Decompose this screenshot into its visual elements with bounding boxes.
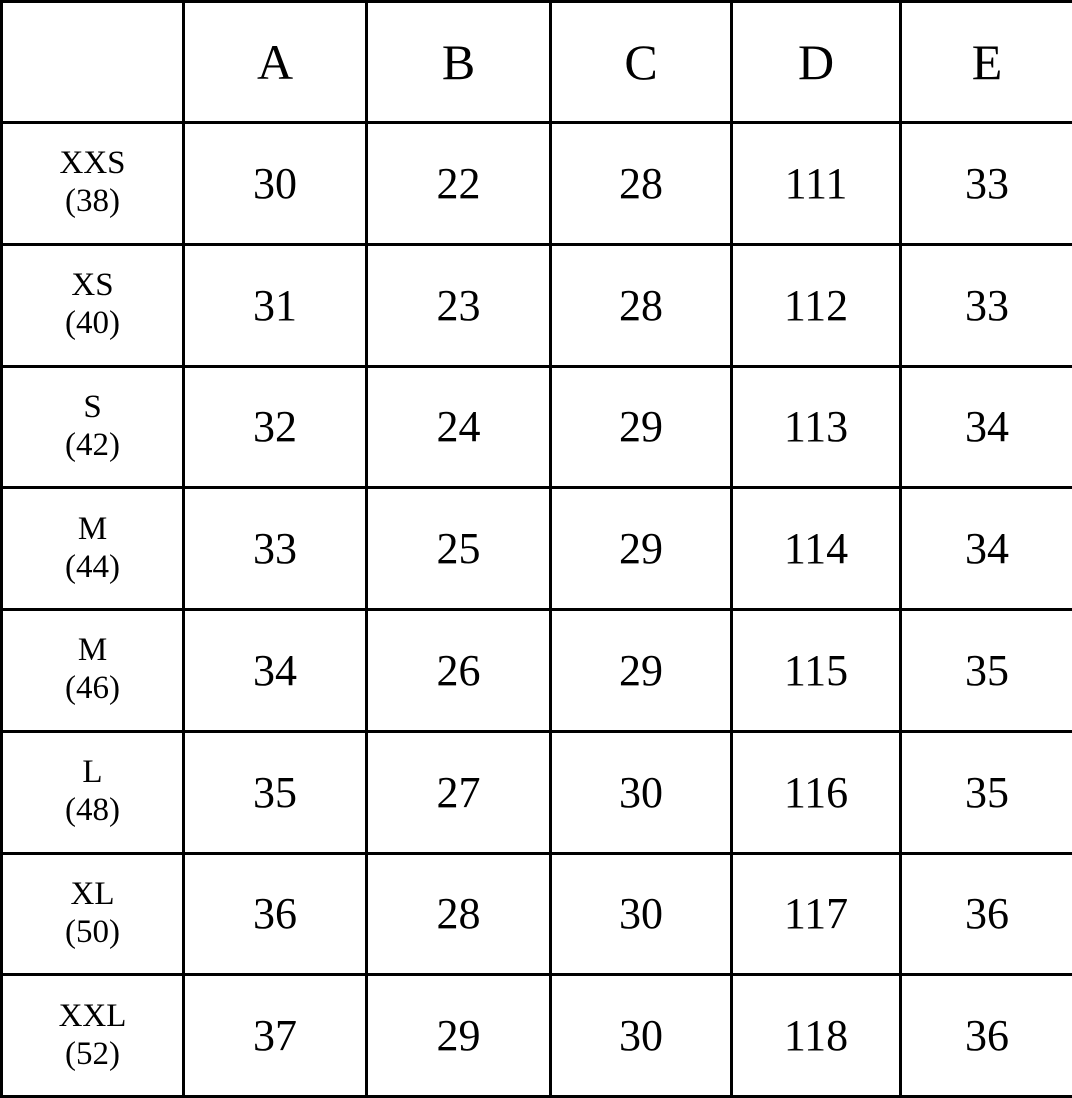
size-number: (50) [3, 914, 182, 952]
measurement-cell: 33 [184, 488, 367, 610]
measurement-cell: 29 [551, 488, 732, 610]
table-row [2, 610, 1072, 732]
measurement-cell: 36 [901, 975, 1072, 1097]
measurement-cell: 118 [732, 975, 901, 1097]
row-size-label [2, 244, 184, 366]
corner-cell [2, 2, 184, 123]
measurement-cell: 22 [367, 123, 551, 245]
measurement-cell: 114 [732, 488, 901, 610]
column-header-a: A [184, 2, 367, 123]
table-row [2, 366, 1072, 488]
size-number: (44) [3, 549, 182, 587]
measurement-cell: 32 [184, 366, 367, 488]
size-number: (40) [3, 305, 182, 343]
size-number: (48) [3, 792, 182, 830]
measurement-cell: 34 [184, 610, 367, 732]
measurement-cell: 113 [732, 366, 901, 488]
measurement-cell: 33 [901, 244, 1072, 366]
table-row [2, 731, 1072, 853]
row-size-label [2, 853, 184, 975]
measurement-cell: 112 [732, 244, 901, 366]
size-number: (38) [3, 183, 182, 221]
measurement-cell: 35 [184, 731, 367, 853]
measurement-cell: 115 [732, 610, 901, 732]
measurement-cell: 116 [732, 731, 901, 853]
measurement-cell: 28 [551, 244, 732, 366]
measurement-cell: 36 [184, 853, 367, 975]
size-number: (42) [3, 427, 182, 465]
measurement-cell: 33 [901, 123, 1072, 245]
measurement-cell: 23 [367, 244, 551, 366]
measurement-cell: 34 [901, 488, 1072, 610]
table-row [2, 853, 1072, 975]
measurement-cell: 29 [367, 975, 551, 1097]
measurement-cell: 24 [367, 366, 551, 488]
column-header-b: B [367, 2, 551, 123]
size-number: (52) [3, 1036, 182, 1074]
column-header-c: C [551, 2, 732, 123]
size-code: L [3, 754, 182, 792]
measurement-cell: 36 [901, 853, 1072, 975]
measurement-cell: 35 [901, 610, 1072, 732]
table-row [2, 244, 1072, 366]
table-row [2, 123, 1072, 245]
row-size-label [2, 975, 184, 1097]
measurement-cell: 30 [551, 853, 732, 975]
size-code: S [3, 389, 182, 427]
measurement-cell: 29 [551, 366, 732, 488]
measurement-cell: 28 [367, 853, 551, 975]
size-code: XXS [3, 145, 182, 183]
measurement-cell: 25 [367, 488, 551, 610]
row-size-label [2, 488, 184, 610]
size-code: XL [3, 876, 182, 914]
measurement-cell: 117 [732, 853, 901, 975]
column-header-d: D [732, 2, 901, 123]
size-code: M [3, 632, 182, 670]
measurement-cell: 34 [901, 366, 1072, 488]
measurement-cell: 27 [367, 731, 551, 853]
measurement-cell: 28 [551, 123, 732, 245]
measurement-cell: 26 [367, 610, 551, 732]
table-row [2, 488, 1072, 610]
measurement-cell: 29 [551, 610, 732, 732]
row-size-label [2, 610, 184, 732]
row-size-label [2, 366, 184, 488]
measurement-cell: 30 [551, 731, 732, 853]
size-code: XS [3, 267, 182, 305]
measurement-cell: 30 [551, 975, 732, 1097]
measurement-cell: 31 [184, 244, 367, 366]
column-header-e: E [901, 2, 1072, 123]
measurement-cell: 30 [184, 123, 367, 245]
row-size-label [2, 123, 184, 245]
size-number: (46) [3, 670, 182, 708]
size-code: M [3, 511, 182, 549]
measurement-cell: 37 [184, 975, 367, 1097]
measurement-cell: 111 [732, 123, 901, 245]
table-row [2, 975, 1072, 1097]
measurement-cell: 35 [901, 731, 1072, 853]
row-size-label [2, 731, 184, 853]
size-code: XXL [3, 998, 182, 1036]
header-row [2, 2, 1072, 123]
